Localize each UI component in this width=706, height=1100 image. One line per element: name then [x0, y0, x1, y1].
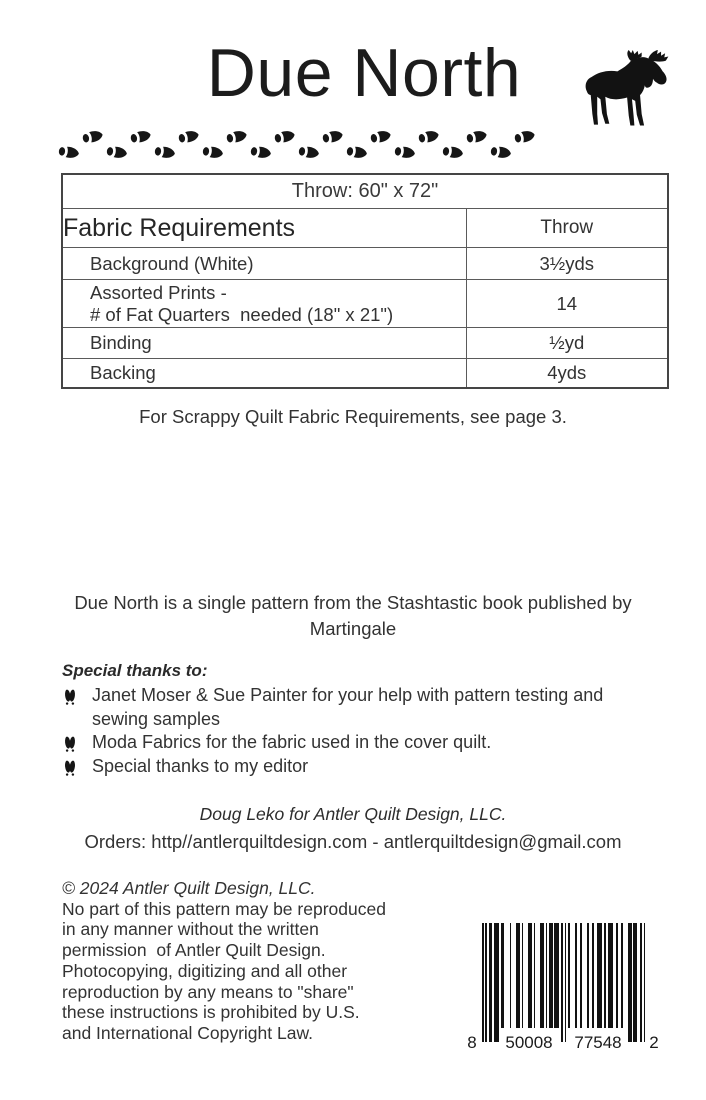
hoofprint-icon: [129, 128, 155, 147]
barcode-bars: [482, 923, 648, 1042]
hoofprint-icon: [417, 128, 443, 147]
hoofprint-icon: [465, 128, 491, 147]
thanks-item-text: Special thanks to my editor: [92, 755, 309, 776]
copyright-line: No part of this pattern may be reproduced: [62, 898, 386, 919]
copyright-line: permission of Antler Quilt Design.: [62, 940, 326, 961]
barcode-bar: [489, 923, 492, 1042]
special-thanks-section: [62, 661, 647, 778]
barcode-bar: [575, 923, 577, 1028]
barcode-bar: [640, 923, 642, 1042]
about-line-1: Due North is a single pattern from the Stashtastic book published by: [74, 592, 632, 613]
barcode-bar: [549, 923, 552, 1028]
barcode-bar: [568, 923, 570, 1028]
table-row: [62, 328, 668, 359]
copyright-line: and International Copyright Law.: [62, 1022, 313, 1043]
hoofprint-icon: [393, 144, 419, 161]
scrappy-footnote: For Scrappy Quilt Fabric Requirements, see page 3.: [139, 406, 567, 427]
hoofprint-icon: [273, 128, 299, 147]
barcode-bar: [510, 923, 512, 1028]
table-columns-row: [62, 209, 668, 248]
barcode-bar: [534, 923, 536, 1028]
hoofprint-icon: [225, 128, 251, 147]
barcode-bar: [597, 923, 602, 1028]
barcode-bar: [604, 923, 606, 1028]
special-thanks-list: [62, 684, 647, 778]
hoofprint-icon: [345, 144, 371, 161]
fabric-label: Binding: [62, 328, 466, 359]
barcode-bar: [485, 923, 487, 1042]
fabric-requirements-table: [61, 173, 669, 389]
barcode-digit-first: 8: [467, 1033, 477, 1052]
hoofprint-icon: [57, 144, 83, 161]
barcode-bar: [580, 923, 582, 1028]
hoofprint-icon: [321, 128, 347, 147]
barcode-bar: [501, 923, 504, 1028]
column-header-throw: Throw: [466, 209, 668, 248]
copyright-line: Photocopying, digitizing and all other: [62, 960, 348, 981]
hoofprint-icon: [297, 144, 323, 161]
barcode-bar: [633, 923, 636, 1042]
hoofprint-icon: [489, 144, 515, 161]
barcode-digits-right: 77548: [574, 1033, 622, 1052]
barcode-bar: [628, 923, 631, 1042]
hoofprint-icon: [249, 144, 275, 161]
barcode-bar: [592, 923, 594, 1028]
author-credit: Doug Leko for Antler Quilt Design, LLC.: [199, 804, 507, 824]
barcode-bar: [516, 923, 519, 1028]
copyright-line: these instructions is prohibited by U.S.: [62, 1002, 360, 1023]
table-row: [62, 359, 668, 388]
barcode-bar: [587, 923, 589, 1028]
about-line-2: Martingale: [309, 618, 397, 639]
barcode-digits-left: 50008: [505, 1033, 553, 1052]
barcode-bar: [621, 923, 623, 1028]
barcode-bar: [554, 923, 559, 1028]
hoofprint-icon: [177, 128, 203, 147]
barcode-bar: [644, 923, 646, 1042]
yardage-value: 4yds: [466, 359, 668, 388]
barcode-bar: [540, 923, 543, 1028]
fabric-label: Backing: [62, 359, 466, 388]
barcode-bar: [494, 923, 499, 1042]
barcode-bar: [565, 923, 567, 1042]
upc-barcode: [458, 923, 670, 1061]
barcode-bar: [528, 923, 531, 1028]
barcode-bar: [522, 923, 524, 1028]
yardage-value: 3½yds: [466, 248, 668, 280]
hoofprint-icon: [81, 128, 107, 147]
list-item: [62, 755, 637, 779]
copyright-line: in any manner without the written: [62, 919, 319, 940]
fabric-requirements-body: [62, 248, 668, 388]
hoofprint-icon: [513, 128, 539, 147]
about-paragraph: [0, 590, 706, 642]
page-title: Due North: [206, 35, 522, 111]
hoofprint-bullet-icon: [64, 688, 76, 704]
orders-contact-line: Orders: http//antlerquiltdesign.com - antlerquiltdesign@gmail.com: [84, 831, 622, 852]
fabric-label: Assorted Prints - # of Fat Quarters needed (18" x 21"): [62, 280, 466, 328]
thanks-item-text: Moda Fabrics for the fabric used in the cover quilt.: [92, 732, 492, 752]
table-size-header-row: [62, 174, 668, 209]
copyright-notice: © 2024 Antler Quilt Design, LLC.: [62, 878, 316, 898]
list-item: [62, 731, 637, 755]
fabric-label: Background (White): [62, 248, 466, 280]
barcode-bar: [616, 923, 618, 1028]
barcode-bar: [608, 923, 613, 1028]
table-row: [62, 248, 668, 280]
table-row: [62, 280, 668, 328]
barcode-bar: [561, 923, 563, 1042]
copyright-line: reproduction by any means to "share": [62, 981, 354, 1002]
moose-icon: [577, 50, 674, 132]
hoofprint-bullet-icon: [64, 735, 76, 751]
moose-tracks: [58, 127, 540, 167]
yardage-value: 14: [466, 280, 668, 328]
hoofprint-icon: [201, 144, 227, 161]
list-item: [62, 684, 637, 731]
yardage-value: ½yd: [466, 328, 668, 359]
column-header-fabric-requirements: Fabric Requirements: [62, 209, 466, 248]
thanks-item-text: Janet Moser & Sue Painter for your help with pattern testing and sewing samples: [92, 685, 604, 729]
hoofprint-icon: [153, 144, 179, 161]
special-thanks-heading: Special thanks to:: [62, 661, 208, 680]
hoofprint-icon: [441, 144, 467, 161]
quilt-size: Throw: 60" x 72": [62, 174, 668, 209]
barcode-bar: [482, 923, 484, 1042]
barcode-bar: [546, 923, 548, 1028]
hoofprint-icon: [105, 144, 131, 161]
copyright-body: [62, 899, 477, 1044]
barcode-digit-last: 2: [649, 1033, 659, 1052]
copyright-block: [62, 878, 477, 1044]
hoofprint-icon: [369, 128, 395, 147]
hoofprint-bullet-icon: [64, 759, 76, 775]
